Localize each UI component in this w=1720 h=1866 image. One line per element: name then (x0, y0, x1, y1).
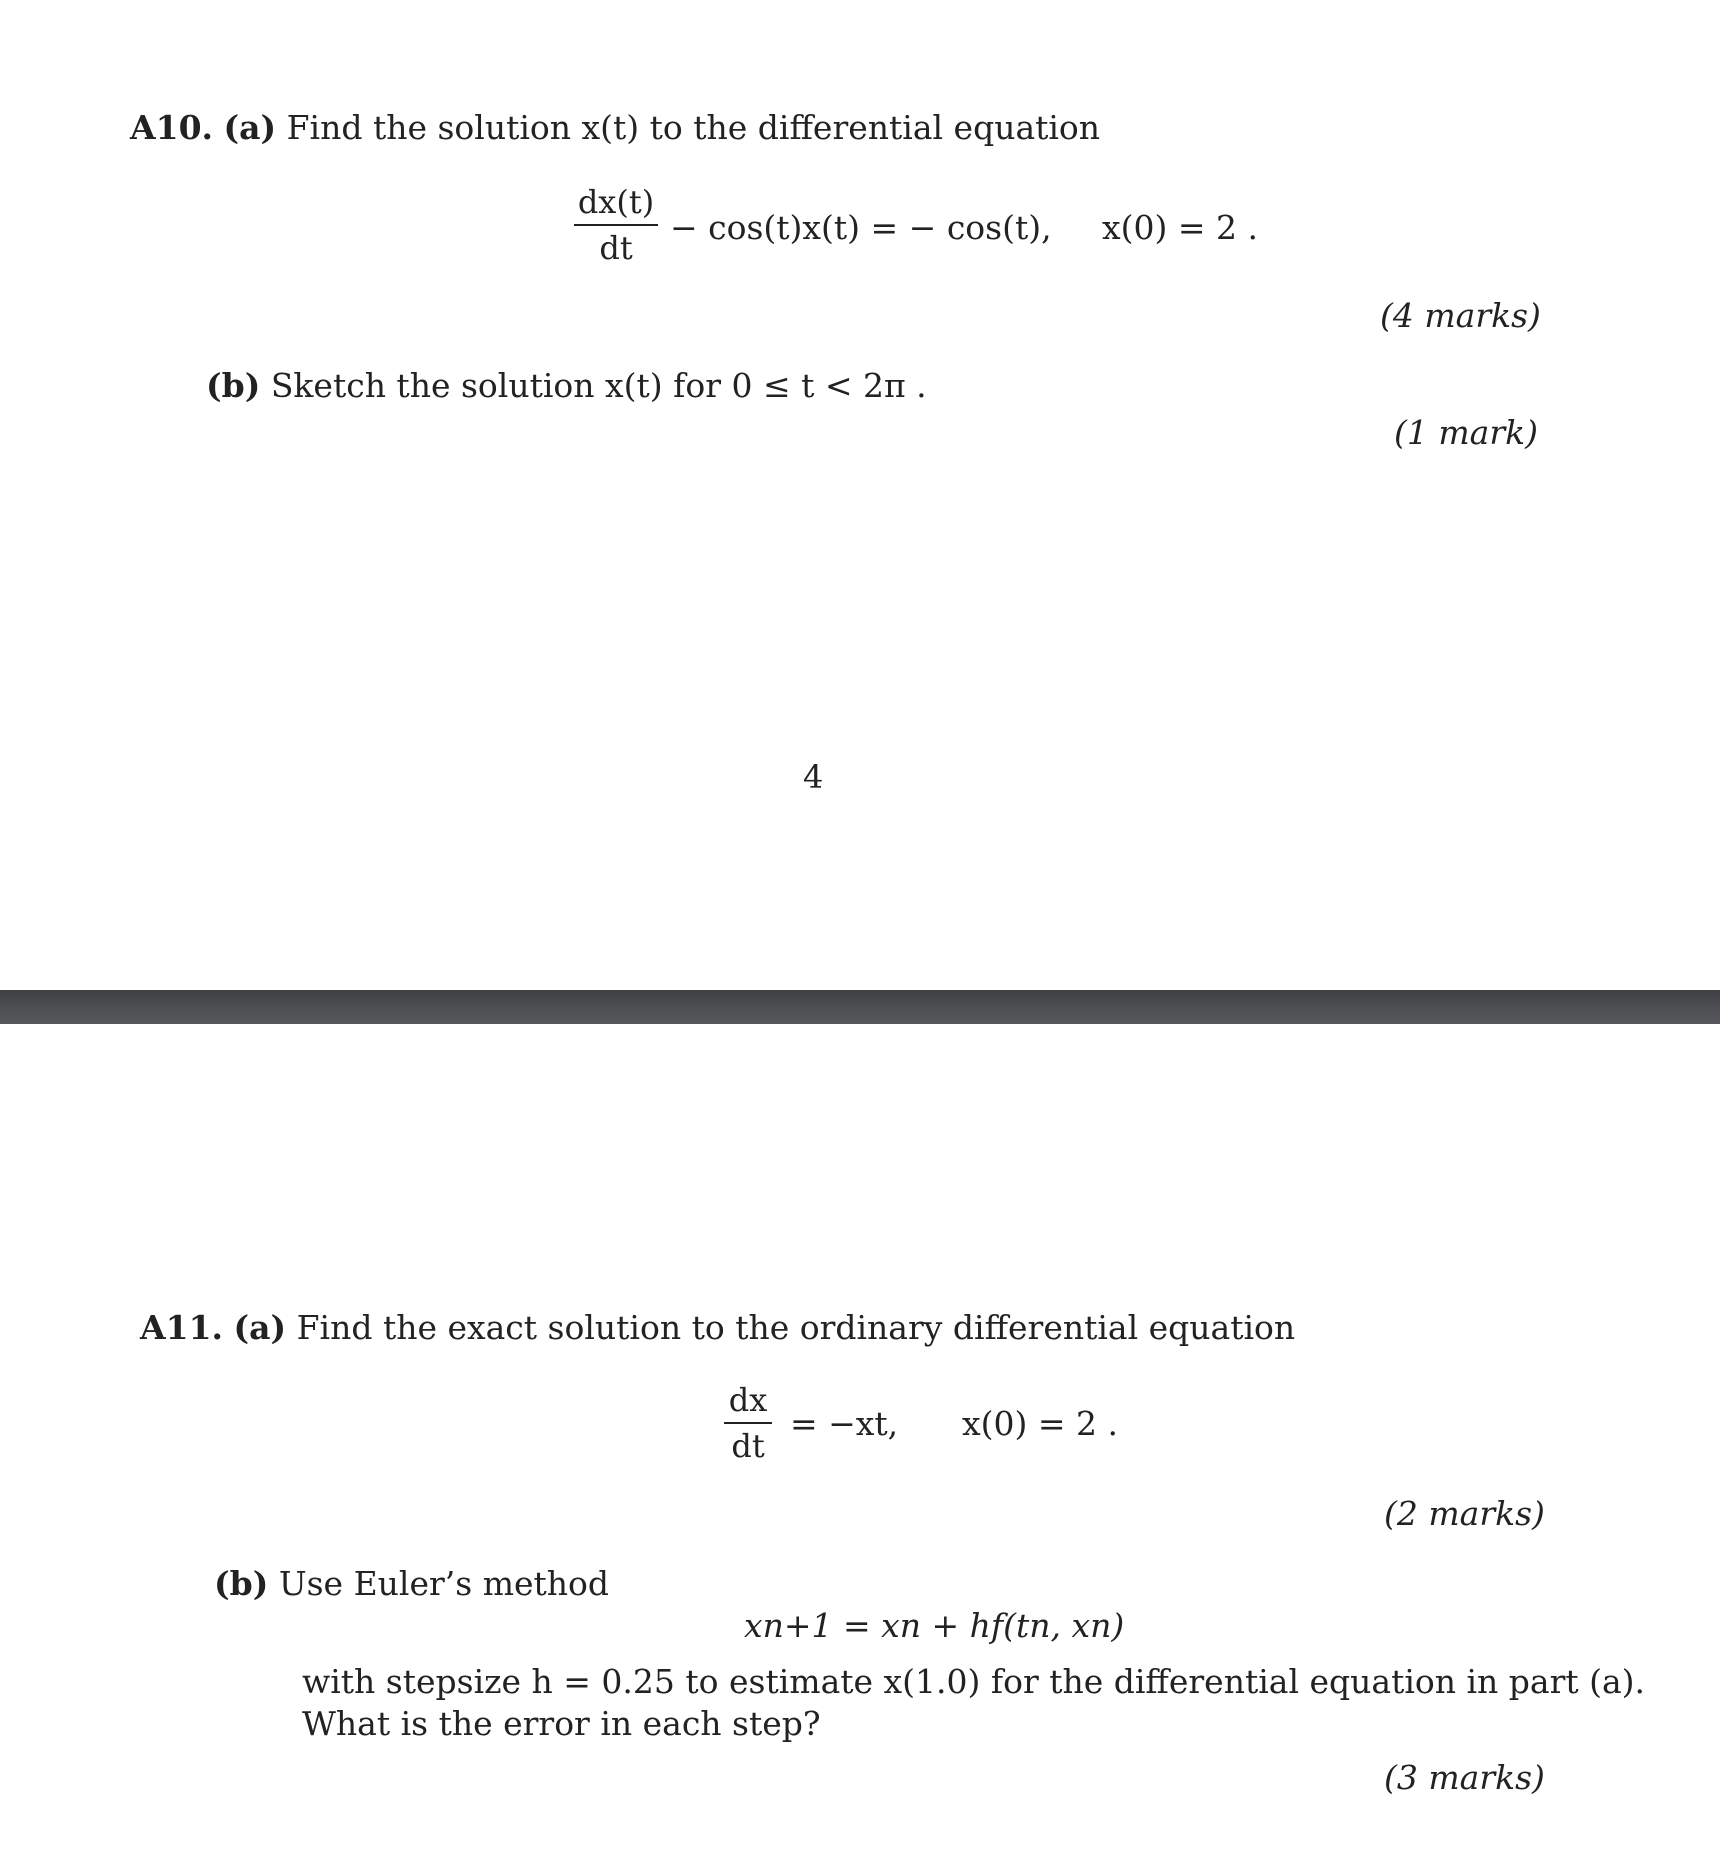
fraction-bar (724, 1422, 772, 1424)
a11-part-b-line (214, 1564, 609, 1604)
a11-part-b-label: (b) (214, 1564, 269, 1603)
a11-question-number: A11. (140, 1308, 224, 1347)
page-divider (0, 990, 1720, 1024)
euler-formula: xn+1 = xn + hf(tn, xn) (744, 1606, 1125, 1645)
page-bottom (0, 1024, 1720, 1866)
a10-equation-fraction (574, 182, 658, 268)
a11-heading-line (140, 1308, 1295, 1348)
a11-eq-denominator: dt (731, 1427, 765, 1465)
a11-part-a-text: Find the exact solution to the ordinary differential equation (296, 1308, 1296, 1347)
a10-eq-numerator: dx(t) (577, 183, 655, 221)
a10-part-b-text: Sketch the solution x(t) for 0 ≤ t < 2π . (270, 366, 927, 405)
page-number: 4 (803, 758, 824, 796)
a10-part-a-label: (a) (223, 108, 277, 147)
a10-eq-denominator: dt (599, 229, 633, 267)
a11-part-a-label: (a) (233, 1308, 287, 1347)
a10-part-b-label: (b) (206, 366, 261, 405)
a10-initial-condition: x(0) = 2 . (1102, 208, 1258, 247)
a11-initial-condition: x(0) = 2 . (962, 1404, 1118, 1443)
a10-question-number: A10. (130, 108, 214, 147)
a10-part-b-marks: (1 mark) (1394, 413, 1538, 452)
a11-equation-rest: = −xt, (790, 1404, 899, 1443)
a11-eq-numerator: dx (728, 1381, 768, 1419)
a11-part-b-line2: What is the error in each step? (302, 1704, 821, 1743)
a10-part-a-marks: (4 marks) (1380, 296, 1541, 335)
a11-equation-fraction (724, 1380, 772, 1466)
a11-part-b-marks: (3 marks) (1384, 1758, 1545, 1797)
a11-part-a-marks: (2 marks) (1384, 1494, 1545, 1533)
a10-equation-rest: − cos(t)x(t) = − cos(t), (670, 208, 1052, 247)
a10-heading-line (130, 108, 1100, 148)
a10-part-a-text: Find the solution x(t) to the differential equation (286, 108, 1101, 147)
a11-part-b-line1: with stepsize h = 0.25 to estimate x(1.0) for the differential equation in part (a). (302, 1662, 1646, 1701)
a10-part-b-line (206, 366, 927, 406)
a11-part-b-text: Use Euler’s method (278, 1564, 610, 1603)
fraction-bar (574, 224, 658, 226)
